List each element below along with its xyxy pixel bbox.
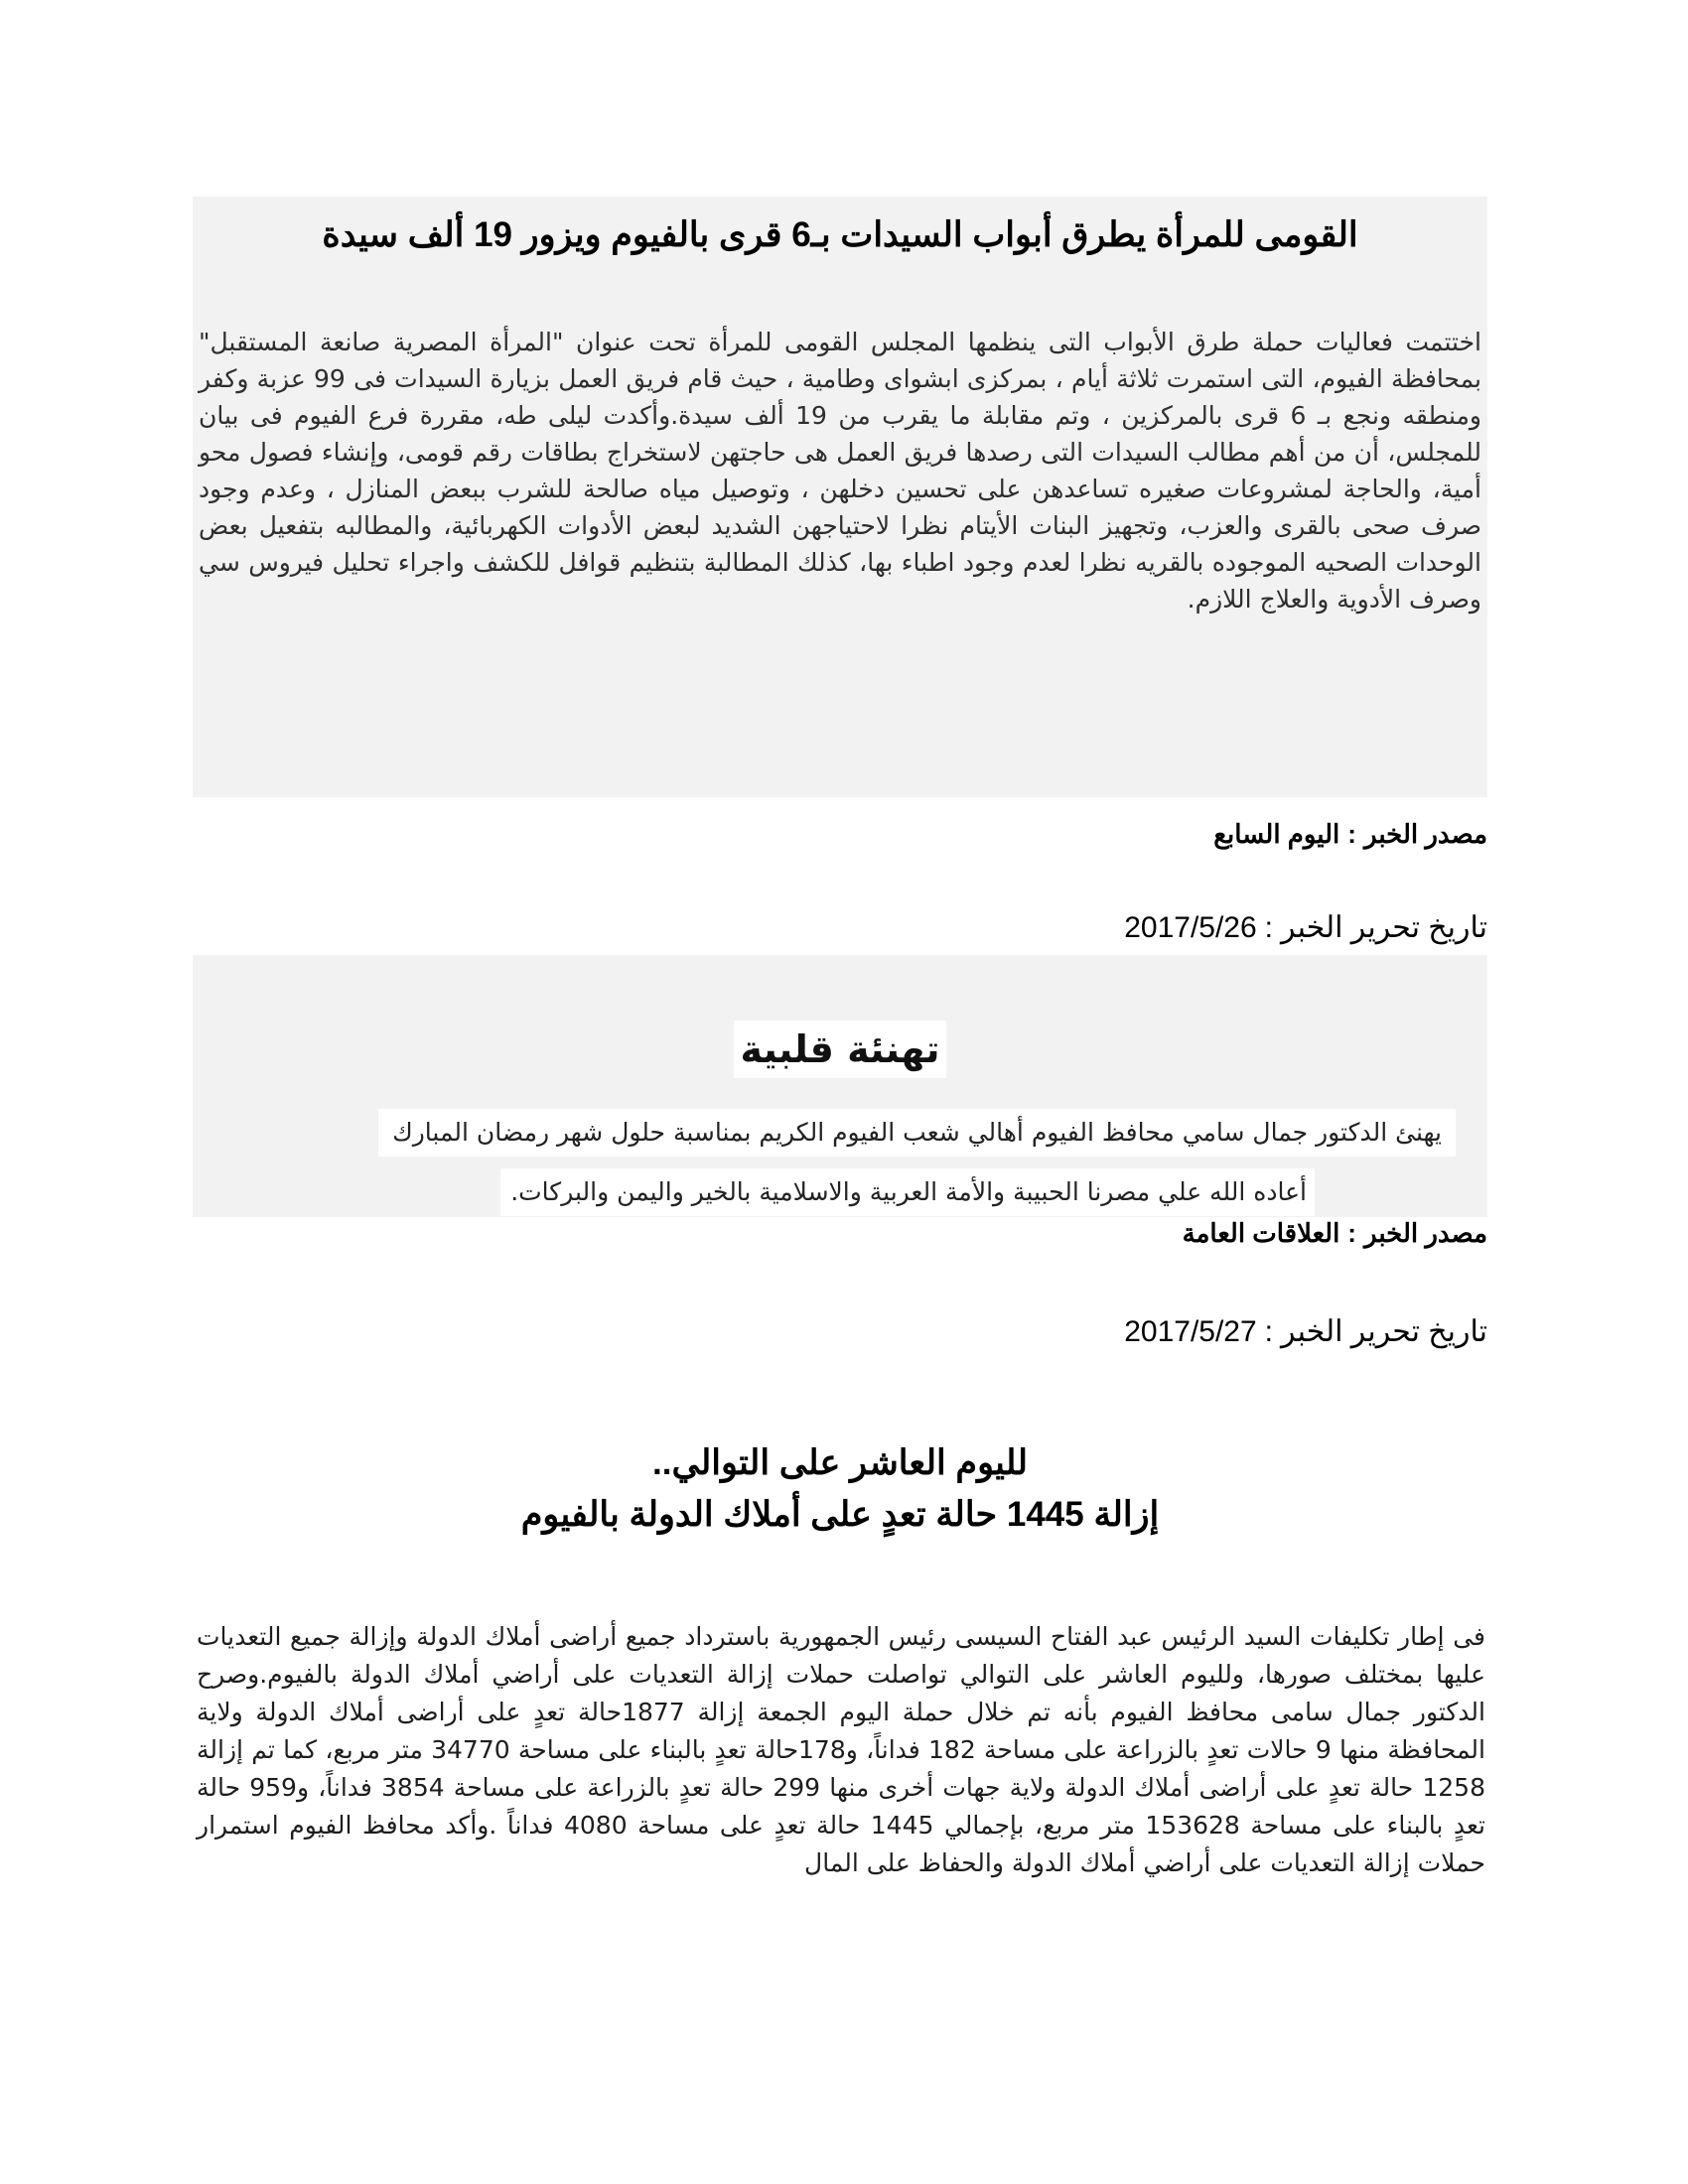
news-date: تاريخ تحرير الخبر:2017/5/27	[1124, 1315, 1487, 1348]
article-title	[193, 1437, 1487, 1541]
date-value: 2017/5/26	[1124, 911, 1257, 944]
article-title: القومى للمرأة يطرق أبواب السيدات بـ6 قرى بالفيوم ويزور 19 ألف سيدة	[322, 215, 1358, 254]
article-title-line-2: إزالة 1445 حالة تعدٍ على أملاك الدولة بالفيوم	[520, 1495, 1160, 1534]
article-title-line-1: لليوم العاشر على التوالي..	[652, 1443, 1028, 1482]
news-date: تاريخ تحرير الخبر:2017/5/26	[1124, 911, 1487, 944]
greeting-line-2: أعاده الله علي مصرنا الحبيبة والأمة العربية والاسلامية بالخير واليمن والبركات.	[500, 1168, 1315, 1216]
date-label: تاريخ تحرير الخبر	[1281, 911, 1487, 944]
source-label: مصدر الخبر	[1363, 819, 1487, 849]
source-label: مصدر الخبر	[1363, 1218, 1487, 1248]
article-body: فى إطار تكليفات السيد الرئيس عبد الفتاح السيسى رئيس الجمهورية باسترداد جميع أراضى أملاك الدولة وإزالة جميع التعديات عليها بمختلف صورها، ولليوم العاشر على التوالي تواصلت حملات إزالة التعديات على أراضي أملاك الدولة بالفيوم.وصرح الدكتور جمال سامى محافظ الفيوم بأنه تم خلال حملة اليوم الجمعة إزالة 1877حالة تعدٍ على أراضى أملاك الدولة ولاية المحافظة منها 9 حالات تعدٍ بالزراعة على مساحة 182 فداناً، و178حالة تعدٍ بالبناء على مساحة 34770 متر مربع، كما تم إزالة 1258 حالة تعدٍ على أراضى أملاك الدولة ولاية جهات أخرى منها 299 حالة تعدٍ بالزراعة على مساحة 3854 فداناً، و959 حالة تعدٍ بالبناء على مساحة 153628 متر مربع، بإجمالي 1445 حالة تعدٍ على مساحة 4080 فداناً .وأكد محافظ الفيوم استمرار حملات إزالة التعديات على أراضي أملاك الدولة والحفاظ على المال	[197, 1622, 1486, 1877]
article-body: اختتمت فعاليات حملة طرق الأبواب التى ينظمها المجلس القومى للمرأة تحت عنوان "المرأة المصرية صانعة المستقبل" بمحافظة الفيوم، التى استمرت ثلاثة أيام ، بمركزى ابشواى وطامية ، حيث قام فريق العمل بزيارة السيدات فى 99 عزبة وكفر ومنطقه ونجع بـ 6 قرى بالمركزين ، وتم مقابلة ما يقرب من 19 ألف سيدة.وأكدت ليلى طه، مقررة فرع الفيوم فى بيان للمجلس، أن من أهم مطالب السيدات التى رصدها فريق العمل هى حاجتهن لاستخراج بطاقات رقم قومى، وإنشاء فصول محو أمية، والحاجة لمشروعات صغيره تساعدهن على تحسين دخلهن ، وتوصيل مياه صالحة للشرب ببعض المنازل ، وعدم وجود صرف صحى بالقرى والعزب، وتجهيز البنات الأيتام نظرا لاحتياجهن الشديد لبعض الأدوات الكهربائية، والمطالبه بتفعيل بعض الوحدات الصحيه الموجوده بالقريه نظرا لعدم وجود اطباء بها، كذلك المطالبة بتنظيم قوافل للكشف واجراء تحليل فيروس سي وصرف الأدوية والعلاج اللازم.	[199, 328, 1482, 614]
date-value: 2017/5/27	[1124, 1315, 1257, 1348]
article-greeting	[193, 955, 1487, 1217]
source-value: اليوم السابع	[1213, 819, 1340, 849]
date-label: تاريخ تحرير الخبر	[1281, 1315, 1487, 1348]
article-women-council	[193, 197, 1487, 797]
greeting-title: تهنئة قلبية	[734, 1021, 945, 1078]
source-value: العلاقات العامة	[1182, 1218, 1340, 1248]
news-source: مصدر الخبر:اليوم السابع	[1213, 819, 1487, 849]
news-source: مصدر الخبر:العلاقات العامة	[1182, 1218, 1487, 1248]
greeting-line-1: يهنئ الدكتور جمال سامي محافظ الفيوم أهالي شعب الفيوم الكريم بمناسبة حلول شهر رمضان المبارك	[378, 1109, 1456, 1157]
